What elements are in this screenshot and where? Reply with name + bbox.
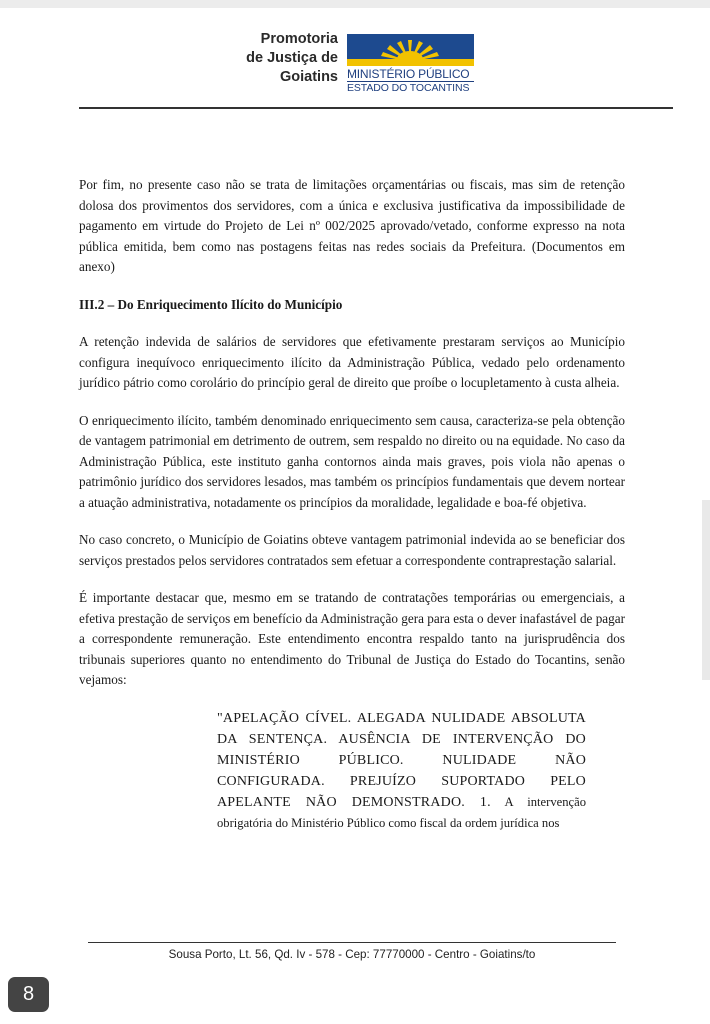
paragraph-3: O enriquecimento ilícito, também denominado enriquecimento sem causa, caracteriza-se pela obtenção de vantagem patrimonial em detrimento de outrem, sem respaldo no direito ou na equidade. No caso da Administração Pública, este instituto ganha contornos ainda mais graves, pois viola não apenas o patrimônio jurídico dos servidores lesados, mas também os princípios fundamentais que devem nortear a atuação administrativa, notadamente os princípios da moralidade, legalidade e boa-fé objetiva.	[79, 412, 625, 510]
top-bar	[0, 0, 710, 8]
org-line-2: de Justiça de	[246, 50, 338, 66]
logo-subtitle: ESTADO DO TOCANTINS	[347, 81, 474, 94]
org-line-1: Promotoria	[260, 31, 338, 47]
paragraph-5: É importante destacar que, mesmo em se tratando de contratações temporárias ou emergenciais, a efetiva prestação de serviços em benefício da Administração gera para esta o dever inafastável de pagar a correspondente remuneração. Este entendimento encontra respaldo tanto na jurisprudência dos tribunais superiores quanto no entendimento do Tribunal de Justiça do Estado do Tocantins, senão vejamos:	[79, 590, 625, 687]
ministerio-publico-logo	[347, 34, 474, 94]
org-line-3: Goiatins	[279, 69, 338, 85]
block-quote	[217, 708, 586, 834]
promotoria-name	[236, 30, 338, 87]
sun-emblem-icon	[347, 34, 474, 66]
header-divider	[79, 107, 673, 109]
quote-text: A intervenção obrigatória do Ministério Público como fiscal da ordem jurídica nos	[217, 794, 586, 830]
footer-divider	[88, 942, 616, 943]
page-number-badge[interactable]: 8	[8, 977, 49, 1012]
paragraph-2: A retenção indevida de salários de servidores que efetivamente prestaram serviços ao Município configura inequívoco enriquecimento ilícito da Administração Pública, vedado pelo ordenamento jurídico pátrio como corolário do princípio geral de direito que proíbe o locupletamento à custa alheia.	[79, 334, 625, 390]
quote-caps: "APELAÇÃO CÍVEL. ALEGADA NULIDADE ABSOLUTA DA SENTENÇA. AUSÊNCIA DE INTERVENÇÃO DO MINISTÉRIO PÚBLICO. NULIDADE NÃO CONFIGURADA. PREJUÍZO SUPORTADO PELO APELANTE NÃO DEMONSTRADO. 1.	[217, 710, 586, 810]
footer-address: Sousa Porto, Lt. 56, Qd. Iv - 578 - Cep: 77770000 - Centro - Goiatins/to	[168, 948, 536, 961]
section-heading: III.2 – Do Enriquecimento Ilícito do Município	[79, 296, 343, 312]
logo-title: MINISTÉRIO PÚBLICO	[347, 67, 470, 81]
paragraph-4: No caso concreto, o Município de Goiatins obteve vantagem patrimonial indevida ao se beneficiar dos serviços prestados pelos servidores contratados sem efetuar a correspondente contraprestação salarial.	[79, 532, 625, 568]
scrollbar[interactable]	[702, 500, 710, 680]
document-body	[79, 175, 625, 851]
paragraph-1: Por fim, no presente caso não se trata de limitações orçamentárias ou fiscais, mas sim de retenção dolosa dos provimentos dos servidores, com a única e exclusiva justificativa da impossibilidade de pagamento em virtude do Projeto de Lei nº 002/2025 aprovado/vetado, conforme expresso na nota pública emitida, bem como nas postagens feitas nas redes sociais da Prefeitura. (Documentos em anexo)	[79, 177, 625, 274]
